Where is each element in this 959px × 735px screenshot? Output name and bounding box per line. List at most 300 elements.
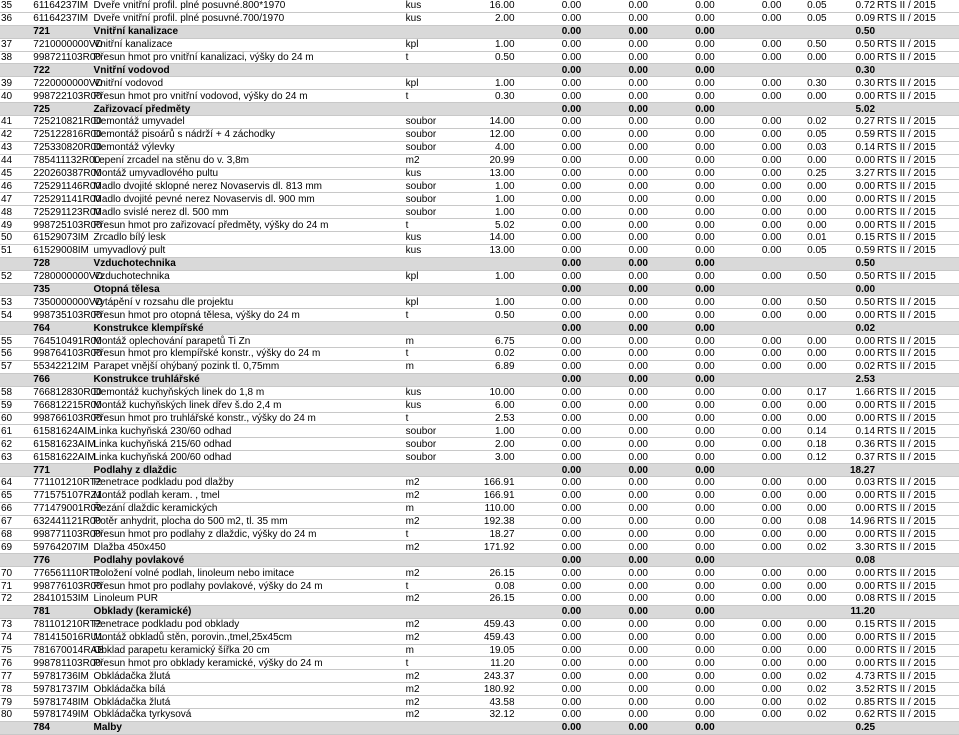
section-row [0,25,959,38]
vat-cell: 0.00 [649,618,716,631]
vat-cell: 0.00 [649,103,716,116]
unit-weight-cell [782,322,827,335]
quantity-cell: 110.00 [464,502,516,515]
section-row [0,464,959,477]
row-number-cell: 40 [0,90,32,103]
unit-weight-cell: 0.00 [782,567,827,580]
price-source-cell [876,25,959,38]
unit-weight-cell: 0.02 [782,683,827,696]
price-source-cell: RTS II / 2015 [876,631,959,644]
unit-weight-cell: 0.05 [782,244,827,257]
unit-cell: soubor [405,128,464,141]
total-with-vat-cell [716,103,783,116]
vat-cell: 0.00 [649,64,716,77]
total-price-cell: 0.00 [582,644,649,657]
vat-cell: 0.00 [649,51,716,64]
vat-cell: 0.00 [649,77,716,90]
item-description-cell: Obklad parapetu keramický šířka 20 cm [93,644,405,657]
price-source-cell: RTS II / 2015 [876,296,959,309]
total-with-vat-cell: 0.00 [716,438,783,451]
unit-cell: kus [405,244,464,257]
total-price-cell: 0.00 [582,592,649,605]
unit-weight-cell: 0.00 [782,309,827,322]
item-description-cell: Linka kuchyňská 230/60 odhad [93,425,405,438]
total-with-vat-cell: 0.00 [716,206,783,219]
total-price-cell: 0.00 [582,180,649,193]
table-row [0,425,959,438]
item-code-cell: 28410153IM [32,592,92,605]
table-row [0,90,959,103]
table-row [0,708,959,721]
item-code-cell: 7280000000VD [33,271,103,283]
item-description-cell: Přesun hmot pro klempířské konstr., výšky do 24 m [93,348,405,361]
unit-weight-cell: 0.00 [782,592,827,605]
price-source-cell: RTS II / 2015 [876,51,959,64]
item-code-cell: 781415016RU1 [33,632,104,644]
table-row [0,618,959,631]
row-number-cell: 46 [0,180,32,193]
unit-cell: soubor [405,425,464,438]
item-description-cell: Malby [93,721,405,734]
row-number-cell: 59 [0,399,32,412]
item-description-cell: Obkládačka tyrkysová [93,708,405,721]
total-price-cell: 0.00 [582,167,649,180]
table-row [0,657,959,670]
item-code-cell: 59781736IM [32,670,92,683]
price-source-cell: RTS II / 2015 [876,425,959,438]
table-row [0,116,959,129]
total-weight-cell: 0.00 [828,309,876,322]
total-with-vat-cell: 0.00 [716,528,783,541]
total-weight-cell: 4.73 [828,670,876,683]
quantity-cell [464,283,516,296]
unit-weight-cell: 0.00 [782,476,827,489]
unit-cell: soubor [405,116,464,129]
item-description-cell: Demontáž umyvadel [93,116,405,129]
row-number-cell: 54 [0,309,32,322]
unit-price-cell: 0.00 [516,708,583,721]
total-price-cell: 0.00 [582,244,649,257]
quantity-cell: 192.38 [464,515,516,528]
total-price-cell: 0.00 [582,373,649,386]
total-weight-cell: 0.00 [828,644,876,657]
quantity-cell: 166.91 [464,476,516,489]
price-source-cell: RTS II / 2015 [876,128,959,141]
unit-weight-cell: 0.05 [782,0,827,12]
vat-cell: 0.00 [649,128,716,141]
vat-cell: 0.00 [649,683,716,696]
unit-cell: soubor [405,438,464,451]
row-number-cell: 35 [0,0,32,12]
unit-price-cell: 0.00 [516,657,583,670]
total-with-vat-cell: 0.00 [716,348,783,361]
item-code-cell: 59781749IM [32,708,92,721]
unit-price-cell: 0.00 [516,631,583,644]
item-description-cell: Zařizovací předměty [93,103,405,116]
total-price-cell: 0.00 [582,128,649,141]
total-with-vat-cell [716,25,783,38]
item-description-cell: Madlo dvojité pevné nerez Novaservis dl. 900 mm [93,193,405,206]
total-price-cell: 0.00 [582,154,649,167]
unit-weight-cell: 0.01 [782,232,827,245]
price-source-cell: RTS II / 2015 [876,399,959,412]
unit-price-cell: 0.00 [516,476,583,489]
item-code-cell: 998722103R00 [33,90,102,102]
unit-price-cell: 0.00 [516,580,583,593]
unit-cell [405,25,464,38]
total-with-vat-cell: 0.00 [716,51,783,64]
table-row [0,683,959,696]
unit-cell: kus [405,12,464,25]
item-code-cell: 771101210RT2 [33,477,102,489]
item-code-cell: 998764103R00 [33,348,102,360]
item-code-cell: 632441121R00 [33,516,101,528]
item-code-cell: 721 [32,25,92,38]
item-description-cell: Přesun hmot pro truhlářské konstr., výšky do 24 m [93,412,405,425]
vat-cell: 0.00 [649,631,716,644]
item-code-cell: 220260387R00 [33,168,102,180]
total-weight-cell: 0.30 [828,77,876,90]
table-row [0,180,959,193]
total-weight-cell: 0.72 [828,0,876,12]
item-description-cell: Linka kuchyňská 200/60 odhad [93,451,405,464]
quantity-cell: 2.53 [464,412,516,425]
total-price-cell: 0.00 [582,232,649,245]
unit-weight-cell [782,464,827,477]
vat-cell: 0.00 [649,657,716,670]
quantity-cell: 1.00 [464,77,516,90]
price-source-cell: RTS II / 2015 [876,657,959,670]
total-price-cell: 0.00 [582,464,649,477]
total-with-vat-cell: 0.00 [716,116,783,129]
total-price-cell: 0.00 [582,605,649,618]
price-source-cell [876,64,959,77]
row-number-cell: 77 [0,670,32,683]
total-weight-cell: 0.37 [828,451,876,464]
row-number-cell: 80 [0,708,32,721]
vat-cell: 0.00 [649,644,716,657]
quantity-cell: 459.43 [464,631,516,644]
unit-cell: kpl [405,270,464,283]
total-price-cell: 0.00 [582,412,649,425]
row-number-cell: 45 [0,167,32,180]
unit-cell: t [405,528,464,541]
unit-price-cell: 0.00 [516,167,583,180]
vat-cell: 0.00 [649,141,716,154]
row-number-cell [0,373,32,386]
item-description-cell: umyvadlový pult [93,244,405,257]
unit-cell: m2 [405,670,464,683]
unit-cell [405,605,464,618]
quantity-cell: 13.00 [464,244,516,257]
total-price-cell: 0.00 [582,554,649,567]
table-row [0,438,959,451]
unit-price-cell: 0.00 [516,541,583,554]
unit-price-cell: 0.00 [516,618,583,631]
price-source-cell: RTS II / 2015 [876,38,959,51]
total-weight-cell: 0.15 [828,232,876,245]
price-source-cell: RTS II / 2015 [876,141,959,154]
unit-cell: m [405,644,464,657]
total-with-vat-cell: 0.00 [716,708,783,721]
price-source-cell: RTS II / 2015 [876,180,959,193]
total-with-vat-cell: 0.00 [716,657,783,670]
quantity-cell [464,464,516,477]
item-code-cell: 766812215R00 [33,400,102,412]
quantity-cell: 180.92 [464,683,516,696]
total-weight-cell: 0.00 [828,567,876,580]
table-row [0,128,959,141]
total-weight-cell: 3.30 [828,541,876,554]
total-with-vat-cell: 0.00 [716,360,783,373]
total-with-vat-cell: 0.00 [716,476,783,489]
item-code-cell: 725210821R00 [33,116,102,128]
item-description-cell: Přesun hmot pro podlahy povlakové, výšky do 24 m [93,580,405,593]
price-source-cell: RTS II / 2015 [876,696,959,709]
vat-cell: 0.00 [649,116,716,129]
total-weight-cell: 0.00 [828,51,876,64]
price-source-cell [876,721,959,734]
row-number-cell: 52 [0,270,32,283]
unit-cell: m2 [405,708,464,721]
row-number-cell: 66 [0,502,32,515]
total-price-cell: 0.00 [582,502,649,515]
total-with-vat-cell: 0.00 [716,644,783,657]
unit-price-cell: 0.00 [516,154,583,167]
quantity-cell: 6.89 [464,360,516,373]
quantity-cell [464,257,516,270]
unit-price-cell: 0.00 [516,605,583,618]
section-row [0,721,959,734]
item-code-cell: 725122816R00 [33,129,102,141]
item-description-cell: Přesun hmot pro vnitřní vodovod, výšky do 24 m [93,90,405,103]
unit-price-cell: 0.00 [516,116,583,129]
total-weight-cell: 0.36 [828,438,876,451]
total-with-vat-cell: 0.00 [716,180,783,193]
item-code-cell: 766 [32,373,92,386]
unit-weight-cell: 0.30 [782,77,827,90]
price-source-cell: RTS II / 2015 [876,360,959,373]
item-description-cell: Dveře vnitřní profil. plné posuvné.700/1970 [93,12,405,25]
section-row [0,322,959,335]
quantity-cell: 11.20 [464,657,516,670]
price-source-cell: RTS II / 2015 [876,232,959,245]
section-row [0,554,959,567]
quantity-cell: 13.00 [464,167,516,180]
row-number-cell: 39 [0,77,32,90]
quantity-cell: 1.00 [464,270,516,283]
total-weight-cell: 0.85 [828,696,876,709]
unit-weight-cell: 0.03 [782,141,827,154]
unit-price-cell: 0.00 [516,464,583,477]
section-row [0,283,959,296]
table-row [0,244,959,257]
unit-weight-cell: 0.00 [782,502,827,515]
item-code-cell: 7220000000VD [33,77,103,89]
row-number-cell: 79 [0,696,32,709]
total-price-cell: 0.00 [582,425,649,438]
total-with-vat-cell: 0.00 [716,167,783,180]
table-row [0,296,959,309]
total-price-cell: 0.00 [582,696,649,709]
unit-cell: m2 [405,541,464,554]
unit-cell: kus [405,0,464,12]
vat-cell: 0.00 [649,373,716,386]
vat-cell: 0.00 [649,541,716,554]
vat-cell: 0.00 [649,257,716,270]
vat-cell: 0.00 [649,451,716,464]
vat-cell: 0.00 [649,219,716,232]
unit-cell: m [405,335,464,348]
total-weight-cell: 0.00 [828,154,876,167]
total-weight-cell: 0.02 [828,322,876,335]
vat-cell: 0.00 [649,476,716,489]
row-number-cell: 38 [0,51,32,64]
unit-weight-cell: 0.00 [782,618,827,631]
total-weight-cell: 0.00 [828,193,876,206]
unit-price-cell: 0.00 [516,257,583,270]
unit-weight-cell: 0.00 [782,154,827,167]
unit-cell: soubor [405,451,464,464]
total-weight-cell: 0.00 [828,489,876,502]
quantity-cell: 16.00 [464,0,516,12]
unit-weight-cell: 0.02 [782,696,827,709]
quantity-cell: 6.75 [464,335,516,348]
vat-cell: 0.00 [649,489,716,502]
row-number-cell [0,605,32,618]
unit-cell: m2 [405,476,464,489]
total-price-cell: 0.00 [582,270,649,283]
item-code-cell: 776 [32,554,92,567]
table-row [0,141,959,154]
quantity-cell: 14.00 [464,232,516,245]
unit-cell [405,464,464,477]
table-row [0,580,959,593]
item-description-cell: Demontáž výlevky [93,141,405,154]
price-source-cell: RTS II / 2015 [876,270,959,283]
unit-cell: kus [405,167,464,180]
item-code-cell: 776561110RT1 [33,567,101,579]
table-row [0,644,959,657]
unit-weight-cell: 0.00 [782,580,827,593]
price-source-cell: RTS II / 2015 [876,670,959,683]
row-number-cell: 55 [0,335,32,348]
total-weight-cell: 5.02 [828,103,876,116]
item-description-cell: Penetrace podkladu pod obklady [93,618,405,631]
total-weight-cell: 0.08 [828,592,876,605]
total-with-vat-cell: 0.00 [716,567,783,580]
unit-weight-cell: 0.02 [782,541,827,554]
vat-cell: 0.00 [649,464,716,477]
row-number-cell [0,257,32,270]
item-description-cell: Dlažba 450x450 [93,541,405,554]
unit-weight-cell: 0.00 [782,180,827,193]
price-source-cell: RTS II / 2015 [876,683,959,696]
unit-weight-cell: 0.00 [782,644,827,657]
item-code-cell: 998771103R00 [33,528,101,540]
item-code-cell: 771575107RZ1 [33,490,103,502]
row-number-cell [0,25,32,38]
item-code-cell: 784 [32,721,92,734]
vat-cell: 0.00 [649,567,716,580]
item-description-cell: Konstrukce truhlářské [93,373,405,386]
item-description-cell: Potěr anhydrit, plocha do 500 m2, tl. 35 mm [93,515,405,528]
unit-price-cell: 0.00 [516,670,583,683]
row-number-cell: 69 [0,541,32,554]
total-price-cell: 0.00 [582,567,649,580]
vat-cell: 0.00 [649,167,716,180]
total-price-cell: 0.00 [582,38,649,51]
item-description-cell: Obkládačka žlutá [93,670,405,683]
total-price-cell: 0.00 [582,257,649,270]
quantity-cell: 0.02 [464,348,516,361]
vat-cell: 0.00 [649,670,716,683]
row-number-cell [0,103,32,116]
item-description-cell: Montáž umyvadlového pultu [93,167,405,180]
unit-cell: m2 [405,489,464,502]
quantity-cell: 1.00 [464,206,516,219]
item-description-cell: Vnitřní vodovod [93,64,405,77]
unit-price-cell: 0.00 [516,64,583,77]
total-weight-cell: 0.59 [828,128,876,141]
table-row [0,38,959,51]
price-source-cell: RTS II / 2015 [876,309,959,322]
item-description-cell: Madlo dvojité sklopné nerez Novaservis dl. 813 mm [93,180,405,193]
price-source-cell: RTS II / 2015 [876,167,959,180]
row-number-cell: 76 [0,657,32,670]
unit-cell: kpl [405,296,464,309]
total-price-cell: 0.00 [582,25,649,38]
unit-cell [405,322,464,335]
total-weight-cell: 2.53 [828,373,876,386]
row-number-cell: 58 [0,386,32,399]
quantity-cell: 1.00 [464,193,516,206]
vat-cell: 0.00 [649,296,716,309]
total-weight-cell: 0.00 [828,580,876,593]
total-price-cell: 0.00 [582,90,649,103]
quantity-cell [464,373,516,386]
item-code-cell: 725291146R00 [33,180,101,192]
total-with-vat-cell [716,257,783,270]
total-with-vat-cell [716,373,783,386]
total-price-cell: 0.00 [582,51,649,64]
price-source-cell: RTS II / 2015 [876,592,959,605]
total-weight-cell: 0.00 [828,180,876,193]
unit-cell: soubor [405,141,464,154]
quantity-cell: 2.00 [464,438,516,451]
row-number-cell: 71 [0,580,32,593]
quantity-cell: 12.00 [464,128,516,141]
item-description-cell: Přesun hmot pro vnitřní kanalizaci, výšky do 24 m [93,51,405,64]
total-weight-cell: 0.00 [828,219,876,232]
item-description-cell: Zrcadlo bílý lesk [93,232,405,245]
vat-cell: 0.00 [649,193,716,206]
price-source-cell: RTS II / 2015 [876,567,959,580]
unit-weight-cell [782,103,827,116]
unit-price-cell: 0.00 [516,180,583,193]
item-code-cell: 998721103R00 [33,52,101,63]
unit-weight-cell [782,25,827,38]
item-description-cell: Otopná tělesa [93,283,405,296]
total-weight-cell: 0.62 [828,708,876,721]
table-row [0,399,959,412]
total-with-vat-cell: 0.00 [716,193,783,206]
item-description-cell: Přesun hmot pro podlahy z dlaždic, výšky do 24 m [93,528,405,541]
unit-price-cell: 0.00 [516,232,583,245]
vat-cell: 0.00 [649,180,716,193]
price-source-cell: RTS II / 2015 [876,502,959,515]
total-with-vat-cell: 0.00 [716,244,783,257]
